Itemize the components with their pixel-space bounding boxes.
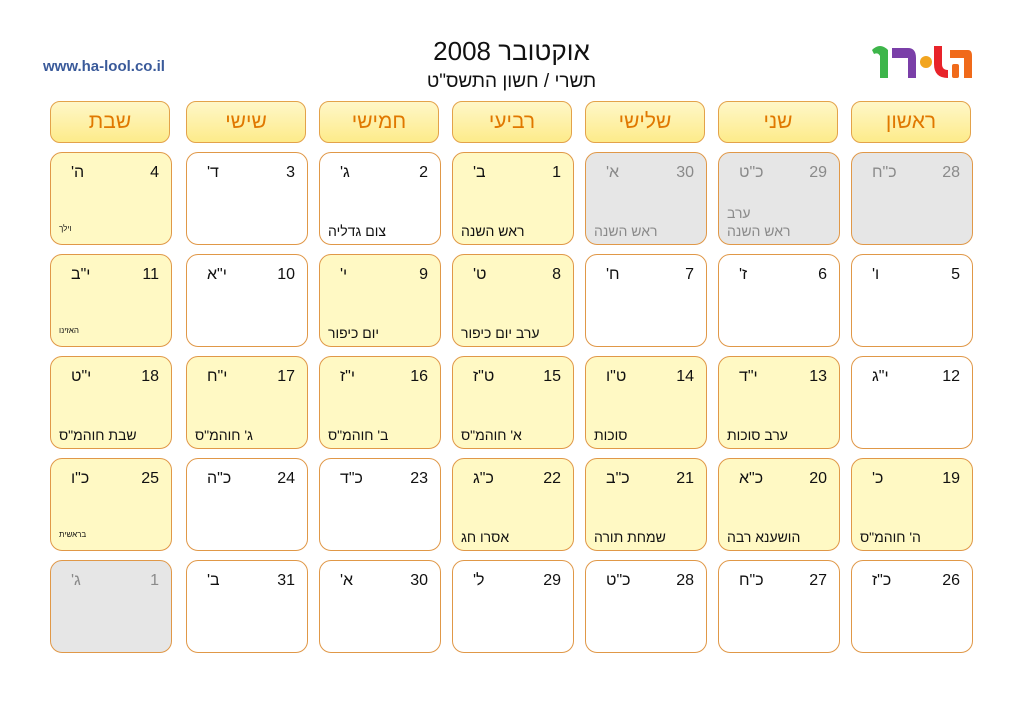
day-cell[interactable] [186,560,308,653]
day-number: 5 [951,266,960,283]
day-number: 1 [150,572,159,589]
day-number: 10 [277,266,295,283]
day-number: 25 [141,470,159,487]
day-number: 21 [676,470,694,487]
holiday-label: אסרו חג [461,529,510,545]
holiday-label: א' חוהמ"ס [461,427,522,443]
day-number: 16 [410,368,428,385]
day-cell[interactable] [452,152,574,245]
hebrew-date: כ"ט [606,572,631,589]
holiday-label: שמחת תורה [594,529,666,545]
day-cell[interactable] [452,254,574,347]
day-cell[interactable] [718,152,840,245]
day-number: 24 [277,470,295,487]
hebrew-date: כ"א [739,470,764,487]
day-number: 29 [809,164,827,181]
weekday-saturday: שבת [50,101,170,143]
day-number: 1 [552,164,561,181]
hebrew-date: כ"ו [71,470,90,487]
day-cell[interactable] [452,356,574,449]
holiday-label: שבת חוהמ"ס [59,427,137,443]
hebrew-date: ג' [340,164,350,181]
day-cell[interactable] [452,560,574,653]
day-number: 31 [277,572,295,589]
day-number: 9 [419,266,428,283]
weekday-wednesday: רביעי [452,101,572,143]
day-number: 19 [942,470,960,487]
day-number: 14 [676,368,694,385]
day-cell[interactable] [718,560,840,653]
day-number: 15 [543,368,561,385]
day-cell[interactable] [452,458,574,551]
day-cell[interactable] [585,458,707,551]
page-subtitle: תשרי / חשון התשס"ט [426,71,597,92]
holiday-label: ג' חוהמ"ס [195,427,253,443]
hebrew-date: י"א [207,266,227,283]
hebrew-date: א' [606,164,620,181]
hebrew-date: כ' [872,470,884,487]
day-number: 30 [410,572,428,589]
day-cell[interactable] [718,356,840,449]
hebrew-date: ה' [71,164,85,181]
day-cell[interactable] [50,560,172,653]
hebrew-date: א' [340,572,354,589]
day-cell[interactable] [851,560,973,653]
hebrew-date: כ"ב [606,470,630,487]
day-cell[interactable] [851,458,973,551]
hebrew-date: י"ט [71,368,92,385]
hebrew-date: כ"ה [207,470,232,487]
hebrew-date: כ"ח [872,164,897,181]
day-cell[interactable] [585,254,707,347]
hebrew-date: ו' [872,266,880,283]
day-number: 28 [942,164,960,181]
hebrew-date: י' [340,266,348,283]
weekday-sunday: ראשון [851,101,971,143]
day-cell[interactable] [50,152,172,245]
holiday-label: צום גדליה [328,223,386,239]
day-number: 17 [277,368,295,385]
day-number: 6 [818,266,827,283]
day-cell[interactable] [319,560,441,653]
hebrew-date: ל' [473,572,485,589]
hebrew-date: ג' [71,572,81,589]
day-cell[interactable] [186,356,308,449]
day-cell[interactable] [186,152,308,245]
weekday-header-row [50,101,974,143]
day-number: 26 [942,572,960,589]
day-cell[interactable] [851,152,973,245]
day-cell[interactable] [851,356,973,449]
halool-logo[interactable] [868,40,974,90]
hebrew-date: י"ג [872,368,889,385]
hebrew-date: ד' [207,164,219,181]
holiday-label: יום כיפור [328,325,380,341]
holiday-label: ראש השנה [594,223,658,239]
day-cell[interactable] [585,152,707,245]
hebrew-date: ח' [606,266,620,283]
day-number: 23 [410,470,428,487]
day-number: 8 [552,266,561,283]
day-number: 4 [150,164,159,181]
day-cell[interactable] [319,152,441,245]
torah-portion: וילך [59,224,72,233]
day-number: 2 [419,164,428,181]
day-cell[interactable] [585,356,707,449]
day-number: 20 [809,470,827,487]
day-cell[interactable] [319,254,441,347]
weekday-friday: שישי [186,101,306,143]
hebrew-date: כ"ז [872,572,892,589]
day-number: 27 [809,572,827,589]
day-cell[interactable] [851,254,973,347]
day-number: 18 [141,368,159,385]
holiday-label: ערב יום כיפור [461,325,540,341]
torah-portion: האזינו [59,326,79,335]
holiday-label: ערב ראש השנה [727,205,791,239]
weekday-tuesday: שלישי [585,101,705,143]
day-number: 11 [142,266,159,283]
holiday-label: ה' חוהמ"ס [860,529,921,545]
hebrew-date: י"ד [739,368,758,385]
day-cell[interactable] [718,254,840,347]
holiday-label: הושענא רבה [727,529,801,545]
day-number: 7 [685,266,694,283]
site-url[interactable]: www.ha-lool.co.il [43,58,165,75]
day-cell[interactable] [718,458,840,551]
day-cell[interactable] [186,254,308,347]
day-number: 30 [676,164,694,181]
day-cell[interactable] [50,356,172,449]
day-number: 13 [809,368,827,385]
weekday-monday: שני [718,101,838,143]
hebrew-date: כ"ד [340,470,363,487]
weekday-thursday: חמישי [319,101,439,143]
hebrew-date: כ"ג [473,470,494,487]
day-cell[interactable] [319,356,441,449]
hebrew-date: י"ח [207,368,228,385]
hebrew-date: כ"ט [739,164,764,181]
day-number: 3 [286,164,295,181]
hebrew-date: כ"ח [739,572,764,589]
day-cell[interactable] [50,254,172,347]
hebrew-date: י"ב [71,266,91,283]
holiday-label: ראש השנה [461,223,525,239]
hebrew-date: ט"ו [606,368,627,385]
day-cell[interactable] [319,458,441,551]
holiday-label: ערב סוכות [727,427,788,443]
day-number: 12 [942,368,960,385]
day-number: 28 [676,572,694,589]
holiday-label: סוכות [594,427,628,443]
hebrew-date: ט' [473,266,487,283]
hebrew-date: ט"ז [473,368,495,385]
day-cell[interactable] [50,458,172,551]
hebrew-date: ב' [207,572,220,589]
hebrew-date: ז' [739,266,748,283]
day-number: 29 [543,572,561,589]
day-cell[interactable] [585,560,707,653]
day-number: 22 [543,470,561,487]
torah-portion: בראשית [59,530,87,539]
hebrew-date: י"ז [340,368,356,385]
page-title: אוקטובר 2008 [433,36,590,66]
hebrew-date: ב' [473,164,486,181]
day-cell[interactable] [186,458,308,551]
holiday-label: ב' חוהמ"ס [328,427,389,443]
